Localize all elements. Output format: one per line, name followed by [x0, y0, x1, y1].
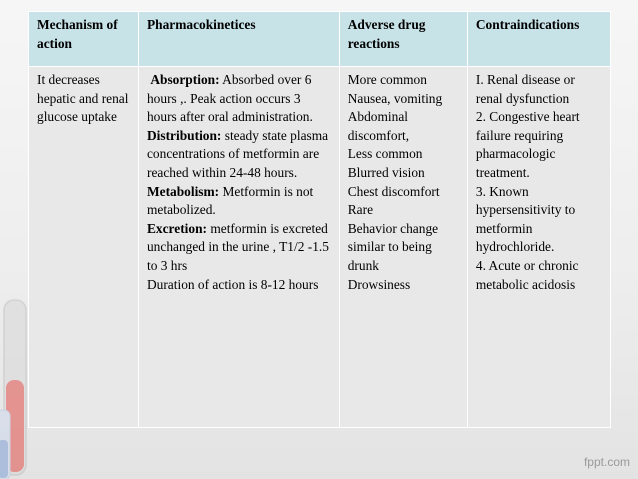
- adverse-item: Abdominal discomfort,: [347, 109, 410, 143]
- adverse-item: Drowsiness: [347, 276, 411, 292]
- absorption-text: Absorbed over 6 hours ,. Peak action occurs 3 hours after oral administration.: [146, 72, 313, 125]
- cell-adverse-reactions: [339, 67, 467, 428]
- contraindication-item: 3. Known hypersensitivity to metformin hydrochloride.: [475, 183, 576, 255]
- cell-mechanism: [29, 67, 139, 428]
- header-pharmacokinetics: Pharmacokinetices: [138, 12, 339, 67]
- adverse-item: More common: [347, 72, 427, 87]
- mechanism-text: It decreases hepatic and renal glucose uptake: [37, 72, 129, 125]
- metabolism-label: Metabolism:: [146, 183, 220, 199]
- header-adverse-reactions: Adverse drug reactions: [339, 12, 467, 67]
- table-header-row: [29, 12, 611, 67]
- adverse-item: Rare: [347, 202, 374, 218]
- excretion-label: Excretion:: [146, 220, 207, 236]
- adverse-item: Nausea, vomiting: [347, 90, 443, 106]
- table-row: [29, 67, 611, 428]
- adverse-item: Behavior change similar to being drunk: [347, 220, 439, 273]
- excretion-text: metformin is excreted unchanged in the urine , T1/2 -1.5 to 3 hrs: [146, 220, 329, 273]
- cell-contraindications: [467, 67, 610, 428]
- absorption-label: Absorption:: [150, 72, 220, 87]
- contraindication-item: 2. Congestive heart failure requiring pharmacologic treatment.: [475, 109, 580, 180]
- contraindication-item: I. Renal disease or renal dysfunction: [475, 72, 575, 106]
- metabolism-text: Metformin is not metabolized.: [146, 183, 314, 218]
- adverse-item: Chest discomfort: [347, 183, 440, 199]
- watermark-text: fppt.com: [583, 455, 630, 469]
- adverse-item: Blurred vision: [347, 164, 425, 180]
- metformin-info-table: [28, 11, 611, 428]
- distribution-line: [147, 127, 333, 183]
- adverse-item: Less common: [347, 146, 423, 162]
- distribution-text: steady state plasma concentrations of metformin are reached within 24-48 hours.: [146, 127, 329, 180]
- metabolism-line: [147, 183, 333, 220]
- header-mechanism: Mechanism of action: [29, 12, 139, 67]
- cell-pharmacokinetics: [138, 67, 339, 428]
- duration-line: Duration of action is 8-12 hours: [146, 276, 319, 292]
- distribution-label: Distribution:: [146, 127, 222, 143]
- header-contraindications: Contraindications: [467, 12, 610, 67]
- absorption-line: [147, 71, 333, 127]
- contraindication-item: 4. Acute or chronic metabolic acidosis: [475, 257, 579, 292]
- excretion-line: [147, 220, 333, 276]
